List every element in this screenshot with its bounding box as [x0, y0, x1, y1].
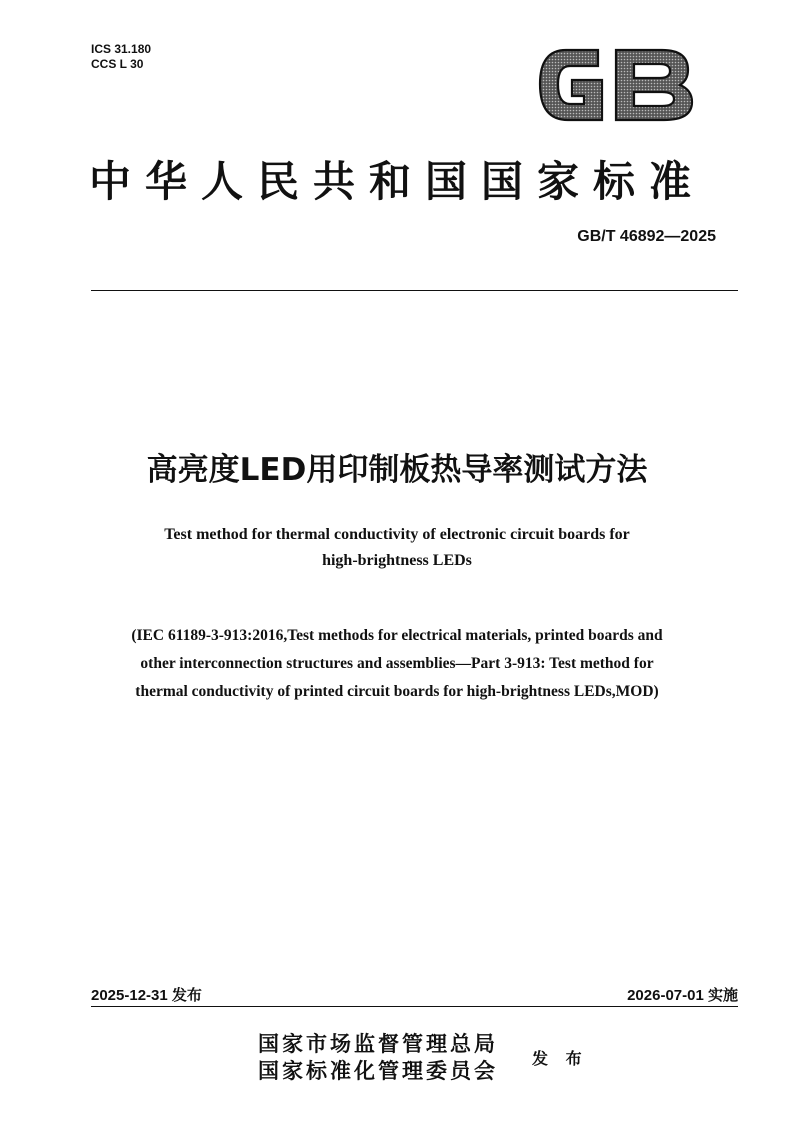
top-divider	[91, 290, 738, 291]
iec-reference-line: (IEC 61189-3-913:2016,Test methods for electrical materials, printed boards and	[131, 627, 663, 644]
iec-reference-line: thermal conductivity of printed circuit boards for high-brightness LEDs,MOD)	[135, 683, 659, 700]
standard-number: GB/T 46892—2025	[577, 228, 716, 245]
issuer-line: 国家市场监督管理总局	[258, 1032, 498, 1056]
english-title-line: Test method for thermal conductivity of electronic circuit boards for	[164, 526, 630, 543]
issuer-line: 国家标准化管理委员会	[258, 1059, 498, 1083]
document-title-chinese: 高亮度LED用印制板热导率测试方法	[146, 452, 648, 488]
document-title-english	[0, 522, 794, 574]
bottom-divider	[91, 1006, 738, 1007]
implementation-date: 2026-07-01 实施	[627, 987, 738, 1004]
classification-codes	[91, 42, 151, 72]
iec-reference	[0, 622, 794, 706]
publish-label: 发 布	[532, 1049, 588, 1068]
issue-date: 2025-12-31 发布	[91, 987, 202, 1004]
issuing-authorities	[258, 1031, 498, 1085]
gb-standard-logo-icon	[536, 40, 696, 128]
ics-code: ICS 31.180	[91, 42, 152, 56]
iec-reference-line: other interconnection structures and assemblies—Part 3-913: Test method for	[140, 655, 654, 672]
ccs-code: CCS L 30	[91, 57, 144, 71]
standard-category-title: 中华人民共和国国家标准	[88, 157, 705, 206]
english-title-line: high-brightness LEDs	[322, 552, 472, 569]
